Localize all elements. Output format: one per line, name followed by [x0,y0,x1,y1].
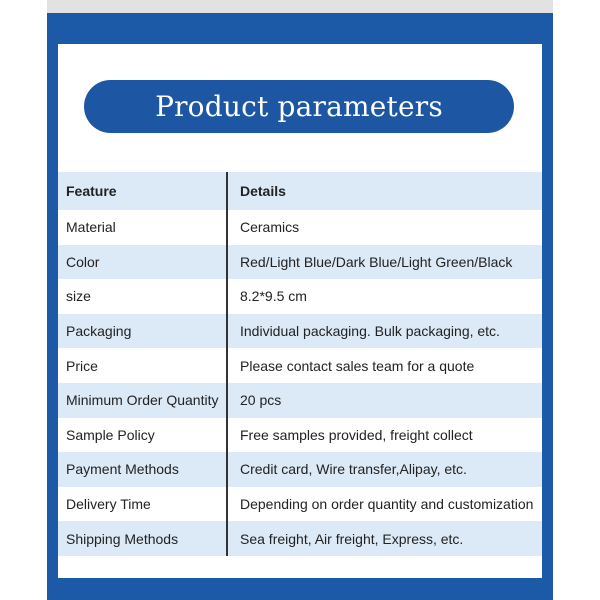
table-row [58,210,542,245]
table-row [58,348,542,383]
table-row [58,314,542,349]
table-row [58,279,542,314]
parameters-table [58,172,542,556]
details-cell: Individual packaging. Bulk packaging, etc. [240,323,500,340]
content-panel [58,44,542,578]
table-row [58,521,542,556]
feature-cell: Delivery Time [66,496,151,513]
feature-cell: Color [66,253,100,270]
column-header-details: Details [240,183,286,199]
details-cell: Credit card, Wire transfer,Alipay, etc. [240,461,467,478]
table-row [58,487,542,522]
feature-cell: size [66,288,91,305]
details-cell: 20 pcs [240,392,282,409]
feature-cell: Sample Policy [66,426,155,443]
table-row [58,452,542,487]
blue-frame [47,13,553,600]
details-cell: Please contact sales team for a quote [240,357,475,374]
details-cell: Red/Light Blue/Dark Blue/Light Green/Black [240,253,513,270]
top-strip [47,0,553,13]
details-cell: Free samples provided, freight collect [240,426,473,443]
title-banner [84,80,514,133]
table-row [58,245,542,280]
table-row [58,418,542,453]
page-title: Product parameters [155,89,443,123]
feature-cell: Shipping Methods [66,530,179,547]
details-cell: Sea freight, Air freight, Express, etc. [240,530,464,547]
feature-cell: Price [66,357,98,374]
feature-cell: Minimum Order Quantity [66,392,219,409]
column-divider [226,172,228,556]
table-header-row [58,172,542,210]
feature-cell: Payment Methods [66,461,179,478]
feature-cell: Material [66,219,116,236]
details-cell: Depending on order quantity and customization [240,496,534,513]
details-cell: 8.2*9.5 cm [240,288,307,305]
feature-cell: Packaging [66,323,132,340]
details-cell: Ceramics [240,219,300,236]
table-row [58,383,542,418]
column-header-feature: Feature [66,183,117,199]
